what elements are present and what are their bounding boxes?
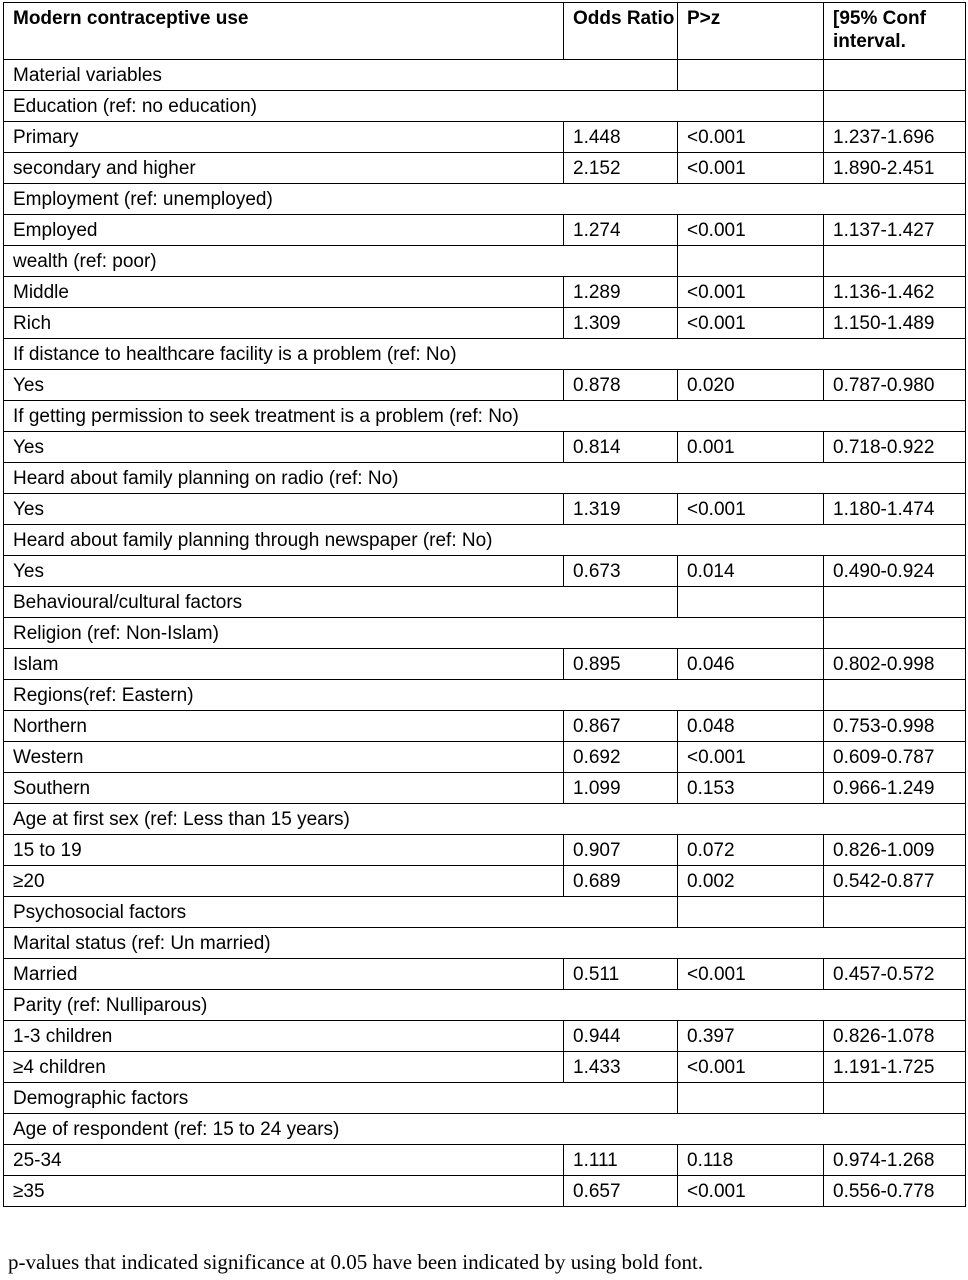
row-label: Islam bbox=[4, 649, 564, 680]
group-label: Regions(ref: Eastern) bbox=[4, 680, 824, 711]
row-label: 25-34 bbox=[4, 1145, 564, 1176]
p-value-cell: 0.072 bbox=[678, 835, 824, 866]
empty-cell bbox=[678, 587, 824, 618]
group-header-row bbox=[4, 525, 966, 556]
row-label: ≥4 children bbox=[4, 1052, 564, 1083]
row-label: Employed bbox=[4, 215, 564, 246]
odds-ratio-cell: 0.907 bbox=[564, 835, 678, 866]
section-header-row bbox=[4, 1083, 966, 1114]
table-footnote: p-values that indicated significance at 0.05 have been indicated by using bold font. bbox=[8, 1250, 704, 1274]
confidence-interval-cell: 0.826-1.078 bbox=[824, 1021, 966, 1052]
table-row bbox=[4, 773, 966, 804]
confidence-interval-cell: 1.237-1.696 bbox=[824, 122, 966, 153]
odds-ratio-cell: 1.319 bbox=[564, 494, 678, 525]
empty-cell bbox=[678, 246, 824, 277]
group-label: If distance to healthcare facility is a problem (ref: No) bbox=[4, 339, 966, 370]
confidence-interval-cell: 1.191-1.725 bbox=[824, 1052, 966, 1083]
confidence-interval-cell: 0.826-1.009 bbox=[824, 835, 966, 866]
row-label: Yes bbox=[4, 432, 564, 463]
group-label: Age at first sex (ref: Less than 15 years) bbox=[4, 804, 966, 835]
odds-ratio-cell: 1.111 bbox=[564, 1145, 678, 1176]
header-confidence-interval: [95% Conf interval. bbox=[824, 3, 966, 60]
row-label: Yes bbox=[4, 494, 564, 525]
table-body bbox=[4, 60, 966, 1207]
table-row bbox=[4, 122, 966, 153]
odds-ratio-cell: 1.289 bbox=[564, 277, 678, 308]
section-label: Demographic factors bbox=[4, 1083, 678, 1114]
group-header-row bbox=[4, 401, 966, 432]
group-header-row bbox=[4, 928, 966, 959]
section-header-row bbox=[4, 587, 966, 618]
confidence-interval-cell: 1.136-1.462 bbox=[824, 277, 966, 308]
row-label: Primary bbox=[4, 122, 564, 153]
p-value-cell: <0.001 bbox=[678, 494, 824, 525]
odds-ratio-cell: 0.673 bbox=[564, 556, 678, 587]
section-header-row bbox=[4, 897, 966, 928]
confidence-interval-cell: 0.609-0.787 bbox=[824, 742, 966, 773]
odds-ratio-cell: 1.309 bbox=[564, 308, 678, 339]
p-value-cell: <0.001 bbox=[678, 308, 824, 339]
confidence-interval-cell: 1.150-1.489 bbox=[824, 308, 966, 339]
table-row bbox=[4, 742, 966, 773]
confidence-interval-cell: 0.457-0.572 bbox=[824, 959, 966, 990]
confidence-interval-cell: 0.556-0.778 bbox=[824, 1176, 966, 1207]
group-label: wealth (ref: poor) bbox=[4, 246, 678, 277]
group-header-row bbox=[4, 246, 966, 277]
confidence-interval-cell: 0.490-0.924 bbox=[824, 556, 966, 587]
group-header-row bbox=[4, 990, 966, 1021]
group-header-row bbox=[4, 680, 966, 711]
header-odds-ratio: Odds Ratio bbox=[564, 3, 678, 60]
p-value-cell: <0.001 bbox=[678, 959, 824, 990]
row-label: secondary and higher bbox=[4, 153, 564, 184]
odds-ratio-cell: 1.274 bbox=[564, 215, 678, 246]
confidence-interval-cell: 0.974-1.268 bbox=[824, 1145, 966, 1176]
p-value-cell: 0.020 bbox=[678, 370, 824, 401]
section-header-row bbox=[4, 60, 966, 91]
table-row bbox=[4, 556, 966, 587]
odds-ratio-cell: 0.944 bbox=[564, 1021, 678, 1052]
empty-cell bbox=[678, 897, 824, 928]
odds-ratio-cell: 0.511 bbox=[564, 959, 678, 990]
group-header-row bbox=[4, 339, 966, 370]
p-value-cell: 0.397 bbox=[678, 1021, 824, 1052]
group-header-row bbox=[4, 804, 966, 835]
p-value-cell: <0.001 bbox=[678, 215, 824, 246]
section-label: Behavioural/cultural factors bbox=[4, 587, 678, 618]
p-value-cell: <0.001 bbox=[678, 277, 824, 308]
confidence-interval-cell: 0.718-0.922 bbox=[824, 432, 966, 463]
confidence-interval-cell: 1.137-1.427 bbox=[824, 215, 966, 246]
header-p-value: P>z bbox=[678, 3, 824, 60]
empty-cell bbox=[824, 618, 966, 649]
p-value-cell: 0.002 bbox=[678, 866, 824, 897]
odds-ratio-cell: 1.433 bbox=[564, 1052, 678, 1083]
table-row bbox=[4, 1021, 966, 1052]
odds-ratio-cell: 0.878 bbox=[564, 370, 678, 401]
row-label: Southern bbox=[4, 773, 564, 804]
table-row bbox=[4, 308, 966, 339]
table-row bbox=[4, 1145, 966, 1176]
group-label: Religion (ref: Non-Islam) bbox=[4, 618, 824, 649]
p-value-cell: 0.014 bbox=[678, 556, 824, 587]
section-label: Material variables bbox=[4, 60, 678, 91]
table-row bbox=[4, 1176, 966, 1207]
p-value-cell: 0.001 bbox=[678, 432, 824, 463]
p-value-cell: <0.001 bbox=[678, 153, 824, 184]
table-row bbox=[4, 153, 966, 184]
p-value-cell: 0.153 bbox=[678, 773, 824, 804]
group-header-row bbox=[4, 618, 966, 649]
confidence-interval-cell: 0.542-0.877 bbox=[824, 866, 966, 897]
table-row bbox=[4, 835, 966, 866]
row-label: Married bbox=[4, 959, 564, 990]
table-row bbox=[4, 866, 966, 897]
odds-ratio-cell: 0.867 bbox=[564, 711, 678, 742]
table-row bbox=[4, 711, 966, 742]
odds-ratio-cell: 1.448 bbox=[564, 122, 678, 153]
odds-ratio-cell: 0.895 bbox=[564, 649, 678, 680]
row-label: Yes bbox=[4, 370, 564, 401]
group-header-row bbox=[4, 91, 966, 122]
row-label: 15 to 19 bbox=[4, 835, 564, 866]
group-label: Heard about family planning through newspaper (ref: No) bbox=[4, 525, 966, 556]
row-label: Western bbox=[4, 742, 564, 773]
row-label: ≥35 bbox=[4, 1176, 564, 1207]
row-label: Northern bbox=[4, 711, 564, 742]
odds-ratio-cell: 0.689 bbox=[564, 866, 678, 897]
group-label: Employment (ref: unemployed) bbox=[4, 184, 966, 215]
confidence-interval-cell: 0.966-1.249 bbox=[824, 773, 966, 804]
confidence-interval-cell: 0.787-0.980 bbox=[824, 370, 966, 401]
group-label: Heard about family planning on radio (ref: No) bbox=[4, 463, 966, 494]
empty-cell bbox=[824, 246, 966, 277]
section-label: Psychosocial factors bbox=[4, 897, 678, 928]
p-value-cell: <0.001 bbox=[678, 122, 824, 153]
table-row bbox=[4, 370, 966, 401]
p-value-cell: 0.046 bbox=[678, 649, 824, 680]
odds-ratio-cell: 0.692 bbox=[564, 742, 678, 773]
table-row bbox=[4, 494, 966, 525]
odds-ratio-table bbox=[3, 2, 966, 1207]
row-label: Rich bbox=[4, 308, 564, 339]
group-label: Parity (ref: Nulliparous) bbox=[4, 990, 966, 1021]
odds-ratio-cell: 0.657 bbox=[564, 1176, 678, 1207]
table-row bbox=[4, 649, 966, 680]
empty-cell bbox=[824, 587, 966, 618]
group-header-row bbox=[4, 463, 966, 494]
row-label: ≥20 bbox=[4, 866, 564, 897]
p-value-cell: <0.001 bbox=[678, 1176, 824, 1207]
confidence-interval-cell: 1.890-2.451 bbox=[824, 153, 966, 184]
p-value-cell: 0.118 bbox=[678, 1145, 824, 1176]
empty-cell bbox=[824, 680, 966, 711]
odds-ratio-cell: 2.152 bbox=[564, 153, 678, 184]
empty-cell bbox=[678, 1083, 824, 1114]
empty-cell bbox=[824, 60, 966, 91]
confidence-interval-cell: 1.180-1.474 bbox=[824, 494, 966, 525]
row-label: Yes bbox=[4, 556, 564, 587]
odds-ratio-cell: 1.099 bbox=[564, 773, 678, 804]
p-value-cell: <0.001 bbox=[678, 1052, 824, 1083]
table-row bbox=[4, 959, 966, 990]
table-row bbox=[4, 1052, 966, 1083]
row-label: Middle bbox=[4, 277, 564, 308]
header-variable: Modern contraceptive use bbox=[4, 3, 564, 60]
table-row bbox=[4, 277, 966, 308]
group-label: If getting permission to seek treatment is a problem (ref: No) bbox=[4, 401, 966, 432]
group-label: Education (ref: no education) bbox=[4, 91, 824, 122]
group-header-row bbox=[4, 184, 966, 215]
header-row bbox=[4, 3, 966, 60]
confidence-interval-cell: 0.753-0.998 bbox=[824, 711, 966, 742]
odds-ratio-cell: 0.814 bbox=[564, 432, 678, 463]
group-label: Age of respondent (ref: 15 to 24 years) bbox=[4, 1114, 966, 1145]
table-row bbox=[4, 432, 966, 463]
empty-cell bbox=[824, 897, 966, 928]
p-value-cell: <0.001 bbox=[678, 742, 824, 773]
row-label: 1-3 children bbox=[4, 1021, 564, 1052]
empty-cell bbox=[678, 60, 824, 91]
table-row bbox=[4, 215, 966, 246]
p-value-cell: 0.048 bbox=[678, 711, 824, 742]
group-header-row bbox=[4, 1114, 966, 1145]
confidence-interval-cell: 0.802-0.998 bbox=[824, 649, 966, 680]
empty-cell bbox=[824, 91, 966, 122]
group-label: Marital status (ref: Un married) bbox=[4, 928, 966, 959]
empty-cell bbox=[824, 1083, 966, 1114]
